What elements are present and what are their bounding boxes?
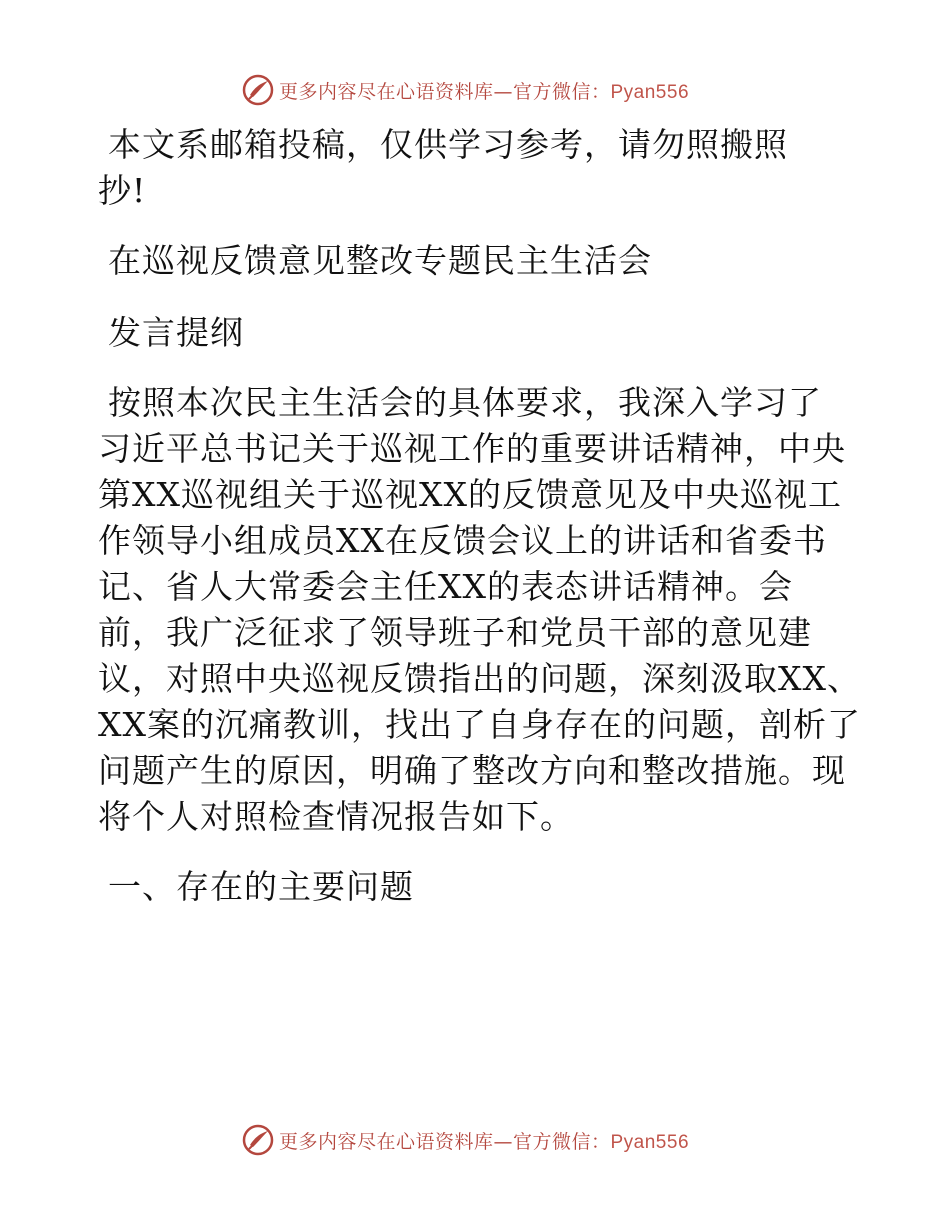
watermark-main-text: 更多内容尽在心语资料库 xyxy=(278,80,494,103)
watermark-wechat-id: Pyan556 xyxy=(610,1131,690,1153)
body-line: XX案的沉痛教训，找出了自身存在的问题，剖析了 xyxy=(98,705,861,744)
watermark-label: 官方微信： xyxy=(512,80,611,103)
watermark-dash: — xyxy=(493,1130,513,1153)
body-paragraph xyxy=(98,380,861,840)
watermark-main-text: 更多内容尽在心语资料库 xyxy=(278,1130,494,1153)
pen-logo-icon xyxy=(241,73,275,107)
body-line: 按照本次民主生活会的具体要求，我深入学习了 xyxy=(108,383,822,422)
document-title-line-1: 在巡视反馈意见整改专题民主生活会 xyxy=(108,241,652,280)
body-line: 第XX巡视组关于巡视XX的反馈意见及中央巡视工 xyxy=(98,475,842,514)
watermark-dash: — xyxy=(493,80,513,103)
document-title-line-2: 发言提纲 xyxy=(108,313,244,352)
body-line: 作领导小组成员XX在反馈会议上的讲话和省委书 xyxy=(98,521,827,560)
body-line: 议，对照中央巡视反馈指出的问题，深刻汲取XX、 xyxy=(98,659,861,698)
document-content xyxy=(98,122,861,910)
header-watermark xyxy=(0,70,950,110)
body-line: 将个人对照检查情况报告如下。 xyxy=(98,797,574,836)
body-line: 问题产生的原因，明确了整改方向和整改措施。现 xyxy=(98,751,846,790)
footer-watermark xyxy=(0,1120,950,1160)
body-line: 记、省人大常委会主任XX的表态讲话精神。会 xyxy=(98,567,793,606)
pen-logo-icon xyxy=(241,1123,275,1157)
watermark-label: 官方微信： xyxy=(512,1130,611,1153)
body-line: 习近平总书记关于巡视工作的重要讲话精神，中央 xyxy=(98,429,846,468)
notice-line-1: 本文系邮箱投稿，仅供学习参考，请勿照搬照 xyxy=(108,125,788,164)
body-line: 前，我广泛征求了领导班子和党员干部的意见建 xyxy=(98,613,812,652)
section-heading: 一、存在的主要问题 xyxy=(108,867,414,906)
notice-line-2: 抄! xyxy=(98,171,147,210)
watermark-wechat-id: Pyan556 xyxy=(610,81,690,103)
